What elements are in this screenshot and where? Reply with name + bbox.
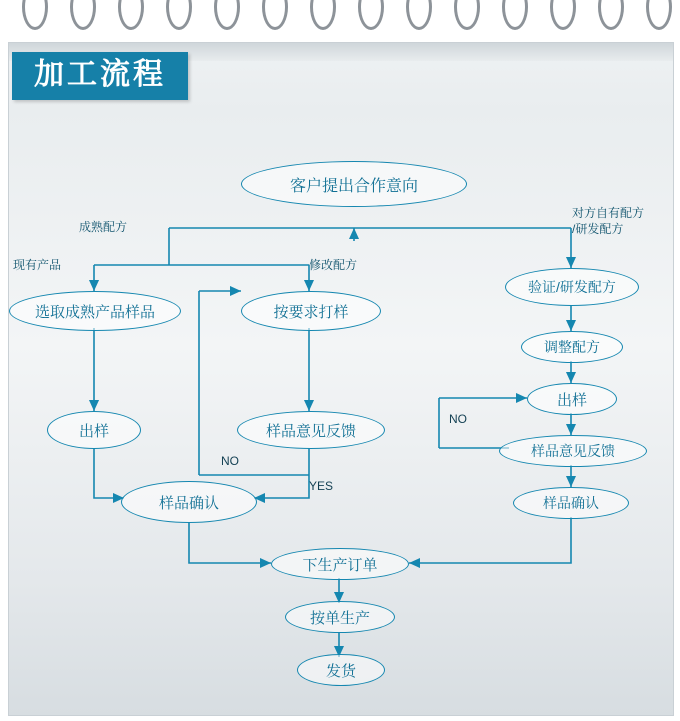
node-verify-develop-formula[interactable]: 验证/研发配方 xyxy=(505,268,639,306)
node-customer-intent[interactable]: 客户提出合作意向 xyxy=(241,161,467,207)
node-adjust-formula[interactable]: 调整配方 xyxy=(521,331,623,363)
edge-label-existing-product: 现有产品 xyxy=(13,258,62,272)
node-produce-by-order[interactable]: 按单生产 xyxy=(285,601,395,633)
binder-ring xyxy=(502,0,528,30)
edge-label-rnd-formula: /研发配方 xyxy=(572,222,624,236)
edge-label-modify-formula: 修改配方 xyxy=(309,258,358,272)
edge-label-no-right: NO xyxy=(449,412,467,426)
node-shipment[interactable]: 发货 xyxy=(297,654,385,686)
paper-sheet xyxy=(8,42,674,716)
node-place-production-order[interactable]: 下生产订单 xyxy=(271,548,409,580)
node-produce-sample-left[interactable]: 出样 xyxy=(47,411,141,449)
binder-ring xyxy=(214,0,240,30)
binder-ring xyxy=(310,0,336,30)
binder-ring xyxy=(22,0,48,30)
edge-label-yes: YES xyxy=(309,479,334,493)
binder-ring xyxy=(550,0,576,30)
binder-ring xyxy=(262,0,288,30)
node-sample-confirm-left[interactable]: 样品确认 xyxy=(121,481,257,523)
binder-ring xyxy=(118,0,144,30)
binder-ring xyxy=(70,0,96,30)
binder-ring xyxy=(646,0,672,30)
page-title: 加工流程 xyxy=(12,52,188,100)
binder-ring xyxy=(598,0,624,30)
node-make-sample-on-request[interactable]: 按要求打样 xyxy=(241,291,381,331)
binder-ring xyxy=(166,0,192,30)
edge-label-mature-formula: 成熟配方 xyxy=(79,220,128,234)
node-sample-confirm-right[interactable]: 样品确认 xyxy=(513,487,629,519)
node-produce-sample-right[interactable]: 出样 xyxy=(527,383,617,415)
flow-nodes-layer xyxy=(9,43,673,715)
binder-ring xyxy=(454,0,480,30)
edge-label-own-formula: 对方自有配方 xyxy=(572,206,645,220)
node-select-mature-sample[interactable]: 选取成熟产品样品 xyxy=(9,291,181,331)
node-sample-feedback-right[interactable]: 样品意见反馈 xyxy=(499,435,647,467)
node-sample-feedback-left[interactable]: 样品意见反馈 xyxy=(237,411,385,449)
binder-ring xyxy=(406,0,432,30)
binder-ring xyxy=(358,0,384,30)
edge-label-no-left: NO xyxy=(221,454,239,468)
